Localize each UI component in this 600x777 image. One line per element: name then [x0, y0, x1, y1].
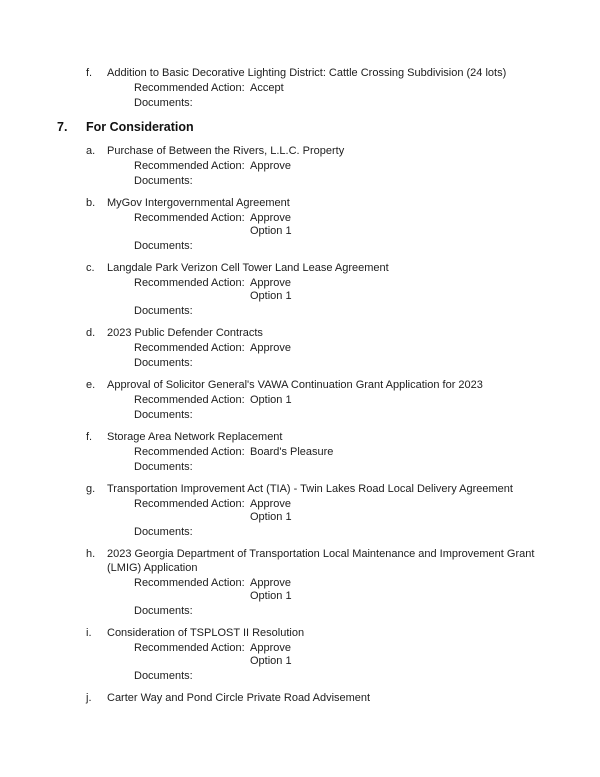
recommended-action-label: Recommended Action: — [134, 642, 245, 654]
item-title: MyGov Intergovernmental Agreement — [107, 197, 290, 209]
item-title: Consideration of TSPLOST II Resolution — [107, 627, 305, 639]
recommended-action-value: Approve — [250, 342, 291, 354]
agenda-item — [86, 196, 550, 253]
section-number: 7. — [57, 120, 68, 134]
recommended-action-label: Recommended Action: — [134, 577, 245, 589]
recommended-action-value: Option 1 — [250, 394, 292, 406]
item-letter: a. — [86, 145, 96, 157]
documents-label: Documents: — [134, 605, 193, 617]
item-letter: f. — [86, 431, 93, 443]
agenda-item — [86, 326, 550, 370]
item-title: Addition to Basic Decorative Lighting District: Cattle Crossing Subdivision (24 lots) — [107, 67, 507, 79]
recommended-action-value: Approve — [250, 577, 291, 589]
recommended-action-label: Recommended Action: — [134, 160, 245, 172]
recommended-action-option: Option 1 — [250, 511, 292, 523]
section-title: For Consideration — [86, 120, 194, 134]
recommended-action-label: Recommended Action: — [134, 498, 245, 510]
recommended-action-option: Option 1 — [250, 290, 292, 302]
item-letter: j. — [86, 692, 92, 704]
recommended-action-value: Approve — [250, 277, 291, 289]
item-title: 2023 Georgia Department of Transportation Local Maintenance and Improvement Grant (LMIG) Application — [107, 548, 535, 574]
recommended-action-option: Option 1 — [250, 225, 292, 237]
recommended-action-value: Approve — [250, 642, 291, 654]
item-title: Transportation Improvement Act (TIA) - Twin Lakes Road Local Delivery Agreement — [107, 483, 513, 495]
agenda-item — [86, 691, 550, 705]
recommended-action-label: Recommended Action: — [134, 394, 245, 406]
item-letter: e. — [86, 379, 96, 391]
documents-label: Documents: — [134, 461, 193, 473]
recommended-action-value: Approve — [250, 498, 291, 510]
recommended-action-label: Recommended Action: — [134, 277, 245, 289]
documents-label: Documents: — [134, 357, 193, 369]
documents-label: Documents: — [134, 305, 193, 317]
item-letter: i. — [86, 627, 92, 639]
documents-label: Documents: — [134, 97, 193, 109]
recommended-action-option: Option 1 — [250, 655, 292, 667]
recommended-action-value: Approve — [250, 212, 291, 224]
item-letter: h. — [86, 548, 96, 560]
agenda-item — [86, 547, 550, 618]
documents-label: Documents: — [134, 409, 193, 421]
item-letter: b. — [86, 197, 96, 209]
item-letter: f. — [86, 67, 93, 79]
item-title: Langdale Park Verizon Cell Tower Land Lease Agreement — [107, 262, 389, 274]
item-title: Purchase of Between the Rivers, L.L.C. Property — [107, 145, 345, 157]
item-letter: g. — [86, 483, 96, 495]
item-letter: d. — [86, 327, 96, 339]
item-title: Carter Way and Pond Circle Private Road Advisement — [107, 692, 371, 704]
agenda-item — [86, 430, 550, 474]
recommended-action-value: Approve — [250, 160, 291, 172]
item-title: 2023 Public Defender Contracts — [107, 327, 263, 339]
item-title: Approval of Solicitor General's VAWA Continuation Grant Application for 2023 — [107, 379, 483, 391]
agenda-item — [86, 378, 550, 422]
recommended-action-value: Board's Pleasure — [250, 446, 334, 458]
agenda-item — [86, 261, 550, 318]
recommended-action-option: Option 1 — [250, 590, 292, 602]
recommended-action-label: Recommended Action: — [134, 212, 245, 224]
recommended-action-label: Recommended Action: — [134, 342, 245, 354]
documents-label: Documents: — [134, 240, 193, 252]
agenda-item — [86, 626, 550, 683]
agenda-item — [86, 144, 550, 188]
section-heading — [57, 120, 550, 135]
documents-label: Documents: — [134, 670, 193, 682]
documents-label: Documents: — [134, 526, 193, 538]
recommended-action-label: Recommended Action: — [134, 82, 245, 94]
item-letter: c. — [86, 262, 95, 274]
documents-label: Documents: — [134, 175, 193, 187]
agenda-item — [86, 482, 550, 539]
recommended-action-value: Accept — [250, 82, 284, 94]
recommended-action-label: Recommended Action: — [134, 446, 245, 458]
item-title: Storage Area Network Replacement — [107, 431, 283, 443]
agenda-item — [86, 66, 550, 110]
